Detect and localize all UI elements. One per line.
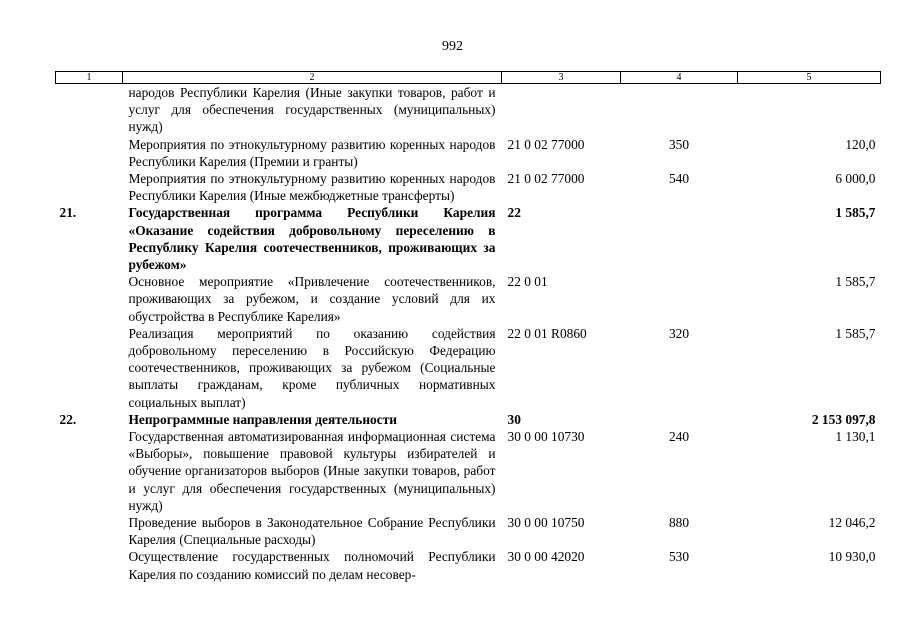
table-row [56, 170, 881, 204]
budget-table [55, 71, 881, 583]
column-header: 3 [502, 72, 621, 84]
column-header: 5 [738, 72, 881, 84]
row-number [56, 514, 123, 548]
row-expense-type: 880 [668, 515, 690, 531]
row-code: 22 [507, 205, 521, 221]
table-row [56, 136, 881, 170]
row-name: Основное мероприятие «Привлечение соотечественников, проживающих за рубежом, и создание условий для их обустройства в Республике Карелия» [128, 274, 496, 324]
row-number: 21. [59, 205, 77, 221]
row-expense-type [621, 411, 738, 428]
row-code [502, 84, 621, 136]
row-number [56, 136, 123, 170]
row-amount: 1 130,1 [835, 429, 876, 445]
row-code: 30 0 00 42020 [507, 549, 585, 565]
row-expense-type: 540 [668, 171, 690, 187]
row-name: Непрограммные направления деятельности [128, 411, 397, 427]
table-row [56, 84, 881, 136]
row-name: Проведение выборов в Законодательное Собрание Республики Карелия (Специальные расходы) [128, 515, 496, 548]
row-number [56, 325, 123, 411]
row-name: Реализация мероприятий по оказанию содействия добровольному переселению в Российскую Федерацию соотечественников, проживающих за рубежом (Социальные выплаты гражданам, кроме публичных нормативных социальных выплат) [128, 325, 496, 410]
row-number [56, 170, 123, 204]
row-expense-type [621, 273, 738, 325]
column-header: 1 [56, 72, 123, 84]
row-number [56, 428, 123, 514]
row-name: Государственная программа Республики Карелия «Оказание содействия добровольному переселению в Республику Карелия соотечественников, проживающих за рубежом» [128, 205, 496, 273]
row-number [56, 273, 123, 325]
column-header: 4 [621, 72, 738, 84]
row-name: Осуществление государственных полномочий Республики Карелия по созданию комиссий по делам несовер- [128, 549, 496, 582]
row-number [56, 84, 123, 136]
table-row [56, 428, 881, 514]
row-name: Государственная автоматизированная информационная система «Выборы», повышение правовой культуры избирателей и обучение организаторов выборов (Иные закупки товаров, работ и услуг для обеспечения государственных (муниципальных) нужд) [128, 429, 496, 513]
row-amount [738, 84, 881, 136]
row-code: 22 0 01 R0860 [507, 325, 587, 341]
row-expense-type [621, 204, 738, 273]
row-amount: 10 930,0 [828, 549, 876, 565]
column-header: 2 [123, 72, 502, 84]
row-name: Мероприятия по этнокультурному развитию коренных народов Республики Карелия (Премии и гранты) [128, 136, 496, 169]
table-row [56, 548, 881, 582]
row-name: Мероприятия по этнокультурному развитию коренных народов Республики Карелия (Иные межбюджетные трансферты) [128, 171, 496, 204]
row-expense-type: 530 [668, 549, 690, 565]
table-row [56, 325, 881, 411]
row-amount: 12 046,2 [828, 515, 876, 531]
table-row [56, 514, 881, 548]
row-expense-type: 240 [668, 429, 690, 445]
row-expense-type [621, 84, 738, 136]
row-amount: 1 585,7 [835, 205, 876, 221]
row-expense-type: 320 [668, 325, 690, 341]
row-amount: 1 585,7 [835, 325, 876, 341]
row-code: 30 [507, 411, 521, 427]
table-row [56, 273, 881, 325]
row-amount: 120,0 [845, 136, 876, 152]
row-expense-type: 350 [668, 136, 690, 152]
row-code: 30 0 00 10750 [507, 515, 585, 531]
row-code: 21 0 02 77000 [507, 171, 585, 187]
table-row [56, 411, 881, 428]
row-code: 22 0 01 [507, 274, 548, 290]
page-number: 992 [442, 39, 463, 54]
row-amount: 6 000,0 [835, 171, 876, 187]
row-number: 22. [59, 411, 77, 427]
column-number-header [56, 72, 881, 84]
row-number [56, 548, 123, 582]
row-code: 30 0 00 10730 [507, 429, 585, 445]
table-row [56, 204, 881, 273]
row-amount: 1 585,7 [835, 274, 876, 290]
row-code: 21 0 02 77000 [507, 136, 585, 152]
row-name: народов Республики Карелия (Иные закупки товаров, работ и услуг для обеспечения государственных (муниципальных) нужд) [128, 85, 496, 135]
row-amount: 2 153 097,8 [811, 411, 876, 427]
